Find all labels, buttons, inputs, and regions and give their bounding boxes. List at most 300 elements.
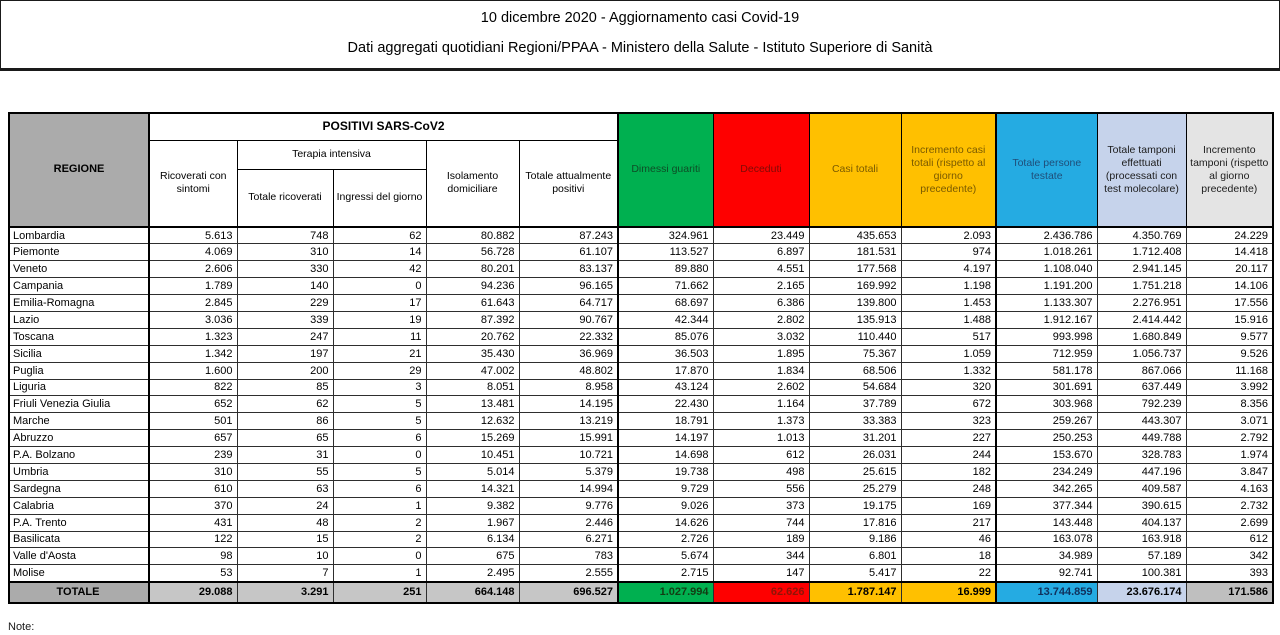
table-row	[9, 328, 1273, 345]
value-cell: 675	[426, 548, 519, 565]
totale-incremento-casi-value: 16.999	[901, 582, 996, 603]
value-cell: 4.197	[901, 261, 996, 278]
value-cell: 47.002	[426, 362, 519, 379]
header-incremento-tamponi: Incremento tamponi (rispetto al giorno precedente)	[1186, 113, 1273, 227]
value-cell: 328.783	[1097, 447, 1186, 464]
totale-row	[9, 582, 1273, 603]
totale-persone-testate-value: 13.744.859	[996, 582, 1097, 603]
value-cell: 1.323	[149, 328, 237, 345]
value-cell: 1.600	[149, 362, 237, 379]
header-regione: REGIONE	[9, 113, 149, 227]
totale-label: TOTALE	[9, 582, 149, 603]
value-cell: 80.201	[426, 261, 519, 278]
value-cell: 55	[237, 463, 333, 480]
value-cell: 42	[333, 261, 426, 278]
value-cell: 87.392	[426, 311, 519, 328]
value-cell: 2.276.951	[1097, 295, 1186, 312]
value-cell: 612	[1186, 531, 1273, 548]
value-cell: 31	[237, 447, 333, 464]
value-cell: 1.059	[901, 345, 996, 362]
header-persone-testate: Totale persone testate	[996, 113, 1097, 227]
value-cell: 15.269	[426, 430, 519, 447]
value-cell: 143.448	[996, 514, 1097, 531]
value-cell: 9.186	[809, 531, 901, 548]
value-cell: 1.453	[901, 295, 996, 312]
value-cell: 581.178	[996, 362, 1097, 379]
value-cell: 1.164	[713, 396, 809, 413]
value-cell: 2.436.786	[996, 227, 1097, 244]
value-cell: 53	[149, 565, 237, 582]
value-cell: 1	[333, 497, 426, 514]
value-cell: 2.699	[1186, 514, 1273, 531]
table-row	[9, 447, 1273, 464]
value-cell: 1.332	[901, 362, 996, 379]
value-cell: 14.698	[618, 447, 713, 464]
value-cell: 2.732	[1186, 497, 1273, 514]
value-cell: 783	[519, 548, 618, 565]
value-cell: 181.531	[809, 244, 901, 261]
value-cell: 2.715	[618, 565, 713, 582]
value-cell: 61.107	[519, 244, 618, 261]
table-row	[9, 244, 1273, 261]
value-cell: 18.791	[618, 413, 713, 430]
value-cell: 4.551	[713, 261, 809, 278]
table-row	[9, 531, 1273, 548]
value-cell: 92.741	[996, 565, 1097, 582]
value-cell: 0	[333, 548, 426, 565]
value-cell: 86	[237, 413, 333, 430]
value-cell: 6.897	[713, 244, 809, 261]
value-cell: 449.788	[1097, 430, 1186, 447]
value-cell: 2	[333, 514, 426, 531]
table-row	[9, 497, 1273, 514]
value-cell: 68.506	[809, 362, 901, 379]
region-name-cell: P.A. Bolzano	[9, 447, 149, 464]
table-row	[9, 413, 1273, 430]
header-ingressi-del-giorno: Ingressi del giorno	[333, 169, 426, 227]
value-cell: 5.379	[519, 463, 618, 480]
value-cell: 25.615	[809, 463, 901, 480]
value-cell: 320	[901, 379, 996, 396]
totale-casi-totali-value: 1.787.147	[809, 582, 901, 603]
value-cell: 182	[901, 463, 996, 480]
value-cell: 2.165	[713, 278, 809, 295]
value-cell: 1.108.040	[996, 261, 1097, 278]
table-row	[9, 396, 1273, 413]
region-name-cell: Veneto	[9, 261, 149, 278]
value-cell: 443.307	[1097, 413, 1186, 430]
value-cell: 19.738	[618, 463, 713, 480]
value-cell: 330	[237, 261, 333, 278]
region-name-cell: Sicilia	[9, 345, 149, 362]
value-cell: 20.762	[426, 328, 519, 345]
value-cell: 1.789	[149, 278, 237, 295]
value-cell: 5.014	[426, 463, 519, 480]
value-cell: 993.998	[996, 328, 1097, 345]
value-cell: 323	[901, 413, 996, 430]
note-label: Note:	[8, 620, 35, 633]
value-cell: 637.449	[1097, 379, 1186, 396]
value-cell: 9.382	[426, 497, 519, 514]
value-cell: 54.684	[809, 379, 901, 396]
value-cell: 75.367	[809, 345, 901, 362]
value-cell: 244	[901, 447, 996, 464]
value-cell: 80.882	[426, 227, 519, 244]
value-cell: 310	[237, 244, 333, 261]
header-tamponi-effettuati: Totale tamponi effettuati (processati con test molecolare)	[1097, 113, 1186, 227]
header-totale-ricoverati: Totale ricoverati	[237, 169, 333, 227]
region-name-cell: Lombardia	[9, 227, 149, 244]
value-cell: 324.961	[618, 227, 713, 244]
table-row	[9, 295, 1273, 312]
value-cell: 822	[149, 379, 237, 396]
value-cell: 10	[237, 548, 333, 565]
value-cell: 234.249	[996, 463, 1097, 480]
value-cell: 6.801	[809, 548, 901, 565]
value-cell: 169	[901, 497, 996, 514]
report-title: 10 dicembre 2020 - Aggiornamento casi Covid-19	[480, 10, 800, 26]
value-cell: 61.643	[426, 295, 519, 312]
header-positivi-sars-cov2: POSITIVI SARS-CoV2	[149, 113, 618, 140]
value-cell: 6.134	[426, 531, 519, 548]
value-cell: 139.800	[809, 295, 901, 312]
value-cell: 1.834	[713, 362, 809, 379]
value-cell: 4.350.769	[1097, 227, 1186, 244]
value-cell: 42.344	[618, 311, 713, 328]
header-ricoverati-con-sintomi: Ricoverati con sintomi	[149, 140, 237, 227]
value-cell: 303.968	[996, 396, 1097, 413]
value-cell: 1.133.307	[996, 295, 1097, 312]
region-name-cell: Piemonte	[9, 244, 149, 261]
totale-isolamento-value: 664.148	[426, 582, 519, 603]
table-row	[9, 480, 1273, 497]
value-cell: 1.974	[1186, 447, 1273, 464]
totale-terapia-value: 3.291	[237, 582, 333, 603]
value-cell: 4.163	[1186, 480, 1273, 497]
value-cell: 1.895	[713, 345, 809, 362]
header-totale-attualmente-positivi: Totale attualmente positivi	[519, 140, 618, 227]
value-cell: 37.789	[809, 396, 901, 413]
value-cell: 33.383	[809, 413, 901, 430]
region-name-cell: Campania	[9, 278, 149, 295]
value-cell: 177.568	[809, 261, 901, 278]
value-cell: 89.880	[618, 261, 713, 278]
value-cell: 98	[149, 548, 237, 565]
table-body	[9, 227, 1273, 582]
value-cell: 85	[237, 379, 333, 396]
value-cell: 404.137	[1097, 514, 1186, 531]
value-cell: 43.124	[618, 379, 713, 396]
value-cell: 17	[333, 295, 426, 312]
value-cell: 200	[237, 362, 333, 379]
value-cell: 6.271	[519, 531, 618, 548]
value-cell: 3.036	[149, 311, 237, 328]
value-cell: 15.991	[519, 430, 618, 447]
value-cell: 3.847	[1186, 463, 1273, 480]
value-cell: 501	[149, 413, 237, 430]
value-cell: 259.267	[996, 413, 1097, 430]
value-cell: 36.969	[519, 345, 618, 362]
value-cell: 48.802	[519, 362, 618, 379]
value-cell: 10.451	[426, 447, 519, 464]
value-cell: 517	[901, 328, 996, 345]
value-cell: 6.386	[713, 295, 809, 312]
region-name-cell: P.A. Trento	[9, 514, 149, 531]
value-cell: 29	[333, 362, 426, 379]
totale-attualmente-positivi-value: 696.527	[519, 582, 618, 603]
region-name-cell: Liguria	[9, 379, 149, 396]
value-cell: 370	[149, 497, 237, 514]
value-cell: 25.279	[809, 480, 901, 497]
table-row	[9, 261, 1273, 278]
value-cell: 342	[1186, 548, 1273, 565]
value-cell: 2.414.442	[1097, 311, 1186, 328]
table-row	[9, 514, 1273, 531]
value-cell: 94.236	[426, 278, 519, 295]
value-cell: 100.381	[1097, 565, 1186, 582]
value-cell: 68.697	[618, 295, 713, 312]
value-cell: 85.076	[618, 328, 713, 345]
value-cell: 13.219	[519, 413, 618, 430]
value-cell: 18	[901, 548, 996, 565]
value-cell: 657	[149, 430, 237, 447]
region-name-cell: Toscana	[9, 328, 149, 345]
header-incremento-casi: Incremento casi totali (rispetto al giorno precedente)	[901, 113, 996, 227]
region-name-cell: Calabria	[9, 497, 149, 514]
value-cell: 2.495	[426, 565, 519, 582]
value-cell: 9.526	[1186, 345, 1273, 362]
region-name-cell: Sardegna	[9, 480, 149, 497]
value-cell: 1.751.218	[1097, 278, 1186, 295]
value-cell: 4.069	[149, 244, 237, 261]
value-cell: 87.243	[519, 227, 618, 244]
region-name-cell: Lazio	[9, 311, 149, 328]
value-cell: 62	[237, 396, 333, 413]
value-cell: 9.577	[1186, 328, 1273, 345]
value-cell: 31.201	[809, 430, 901, 447]
value-cell: 14.418	[1186, 244, 1273, 261]
value-cell: 2.555	[519, 565, 618, 582]
value-cell: 140	[237, 278, 333, 295]
value-cell: 34.989	[996, 548, 1097, 565]
value-cell: 498	[713, 463, 809, 480]
value-cell: 14.197	[618, 430, 713, 447]
value-cell: 46	[901, 531, 996, 548]
value-cell: 1.967	[426, 514, 519, 531]
table-row	[9, 345, 1273, 362]
value-cell: 2.446	[519, 514, 618, 531]
value-cell: 712.959	[996, 345, 1097, 362]
value-cell: 169.992	[809, 278, 901, 295]
value-cell: 3.032	[713, 328, 809, 345]
value-cell: 1.018.261	[996, 244, 1097, 261]
value-cell: 610	[149, 480, 237, 497]
totale-ricoverati-value: 29.088	[149, 582, 237, 603]
totale-dimessi-guariti-value: 1.027.994	[618, 582, 713, 603]
value-cell: 83.137	[519, 261, 618, 278]
value-cell: 2.792	[1186, 430, 1273, 447]
value-cell: 153.670	[996, 447, 1097, 464]
region-name-cell: Friuli Venezia Giulia	[9, 396, 149, 413]
value-cell: 22.332	[519, 328, 618, 345]
value-cell: 14.195	[519, 396, 618, 413]
report-subtitle: Dati aggregati quotidiani Regioni/PPAA - Ministero della Salute - Istituto Superiore di Sanità	[347, 40, 933, 56]
value-cell: 163.918	[1097, 531, 1186, 548]
value-cell: 435.653	[809, 227, 901, 244]
value-cell: 1.191.200	[996, 278, 1097, 295]
value-cell: 409.587	[1097, 480, 1186, 497]
value-cell: 447.196	[1097, 463, 1186, 480]
value-cell: 24	[237, 497, 333, 514]
value-cell: 7	[237, 565, 333, 582]
value-cell: 339	[237, 311, 333, 328]
table-row	[9, 430, 1273, 447]
value-cell: 8.051	[426, 379, 519, 396]
value-cell: 48	[237, 514, 333, 531]
value-cell: 5	[333, 463, 426, 480]
region-name-cell: Molise	[9, 565, 149, 582]
value-cell: 0	[333, 278, 426, 295]
region-name-cell: Valle d'Aosta	[9, 548, 149, 565]
value-cell: 90.767	[519, 311, 618, 328]
value-cell: 792.239	[1097, 396, 1186, 413]
value-cell: 5.417	[809, 565, 901, 582]
value-cell: 26.031	[809, 447, 901, 464]
value-cell: 248	[901, 480, 996, 497]
table-row	[9, 227, 1273, 244]
value-cell: 15.916	[1186, 311, 1273, 328]
value-cell: 867.066	[1097, 362, 1186, 379]
value-cell: 56.728	[426, 244, 519, 261]
value-cell: 14.321	[426, 480, 519, 497]
value-cell: 12.632	[426, 413, 519, 430]
value-cell: 17.816	[809, 514, 901, 531]
table-row	[9, 311, 1273, 328]
table-row	[9, 362, 1273, 379]
value-cell: 1.712.408	[1097, 244, 1186, 261]
value-cell: 1.342	[149, 345, 237, 362]
value-cell: 23.449	[713, 227, 809, 244]
value-cell: 13.481	[426, 396, 519, 413]
covid-data-table	[8, 112, 1274, 604]
value-cell: 2.606	[149, 261, 237, 278]
table-row	[9, 379, 1273, 396]
value-cell: 744	[713, 514, 809, 531]
value-cell: 122	[149, 531, 237, 548]
value-cell: 1.198	[901, 278, 996, 295]
value-cell: 310	[149, 463, 237, 480]
value-cell: 17.556	[1186, 295, 1273, 312]
value-cell: 377.344	[996, 497, 1097, 514]
value-cell: 3	[333, 379, 426, 396]
value-cell: 163.078	[996, 531, 1097, 548]
value-cell: 229	[237, 295, 333, 312]
value-cell: 11	[333, 328, 426, 345]
totale-incremento-tamponi-value: 171.586	[1186, 582, 1273, 603]
value-cell: 24.229	[1186, 227, 1273, 244]
value-cell: 71.662	[618, 278, 713, 295]
value-cell: 197	[237, 345, 333, 362]
value-cell: 250.253	[996, 430, 1097, 447]
value-cell: 21	[333, 345, 426, 362]
value-cell: 22	[901, 565, 996, 582]
value-cell: 9.776	[519, 497, 618, 514]
value-cell: 9.026	[618, 497, 713, 514]
value-cell: 301.691	[996, 379, 1097, 396]
value-cell: 110.440	[809, 328, 901, 345]
value-cell: 8.356	[1186, 396, 1273, 413]
region-name-cell: Puglia	[9, 362, 149, 379]
totale-tamponi-value: 23.676.174	[1097, 582, 1186, 603]
value-cell: 15	[237, 531, 333, 548]
value-cell: 1.488	[901, 311, 996, 328]
value-cell: 36.503	[618, 345, 713, 362]
value-cell: 2.802	[713, 311, 809, 328]
value-cell: 19	[333, 311, 426, 328]
covid-table-wrapper	[8, 112, 1280, 604]
value-cell: 19.175	[809, 497, 901, 514]
table-header	[9, 113, 1273, 227]
value-cell: 14.994	[519, 480, 618, 497]
value-cell: 652	[149, 396, 237, 413]
value-cell: 1.056.737	[1097, 345, 1186, 362]
value-cell: 373	[713, 497, 809, 514]
value-cell: 672	[901, 396, 996, 413]
header-dimessi-guariti: Dimessi guariti	[618, 113, 713, 227]
region-name-cell: Emilia-Romagna	[9, 295, 149, 312]
value-cell: 8.958	[519, 379, 618, 396]
value-cell: 6	[333, 480, 426, 497]
value-cell: 5.613	[149, 227, 237, 244]
value-cell: 62	[333, 227, 426, 244]
title-box	[0, 0, 1280, 71]
header-terapia-intensiva: Terapia intensiva	[237, 140, 426, 169]
value-cell: 974	[901, 244, 996, 261]
value-cell: 3.071	[1186, 413, 1273, 430]
value-cell: 65	[237, 430, 333, 447]
header-casi-totali: Casi totali	[809, 113, 901, 227]
value-cell: 14.106	[1186, 278, 1273, 295]
value-cell: 14.626	[618, 514, 713, 531]
value-cell: 63	[237, 480, 333, 497]
table-row	[9, 278, 1273, 295]
value-cell: 393	[1186, 565, 1273, 582]
value-cell: 431	[149, 514, 237, 531]
value-cell: 2.845	[149, 295, 237, 312]
value-cell: 390.615	[1097, 497, 1186, 514]
value-cell: 2	[333, 531, 426, 548]
value-cell: 14	[333, 244, 426, 261]
value-cell: 35.430	[426, 345, 519, 362]
table-row	[9, 565, 1273, 582]
value-cell: 11.168	[1186, 362, 1273, 379]
value-cell: 113.527	[618, 244, 713, 261]
value-cell: 2.941.145	[1097, 261, 1186, 278]
value-cell: 2.726	[618, 531, 713, 548]
value-cell: 2.093	[901, 227, 996, 244]
region-name-cell: Marche	[9, 413, 149, 430]
table-row	[9, 548, 1273, 565]
value-cell: 217	[901, 514, 996, 531]
value-cell: 227	[901, 430, 996, 447]
value-cell: 556	[713, 480, 809, 497]
value-cell: 96.165	[519, 278, 618, 295]
region-name-cell: Basilicata	[9, 531, 149, 548]
value-cell: 5	[333, 396, 426, 413]
totale-deceduti-value: 62.626	[713, 582, 809, 603]
table-row	[9, 463, 1273, 480]
value-cell: 20.117	[1186, 261, 1273, 278]
